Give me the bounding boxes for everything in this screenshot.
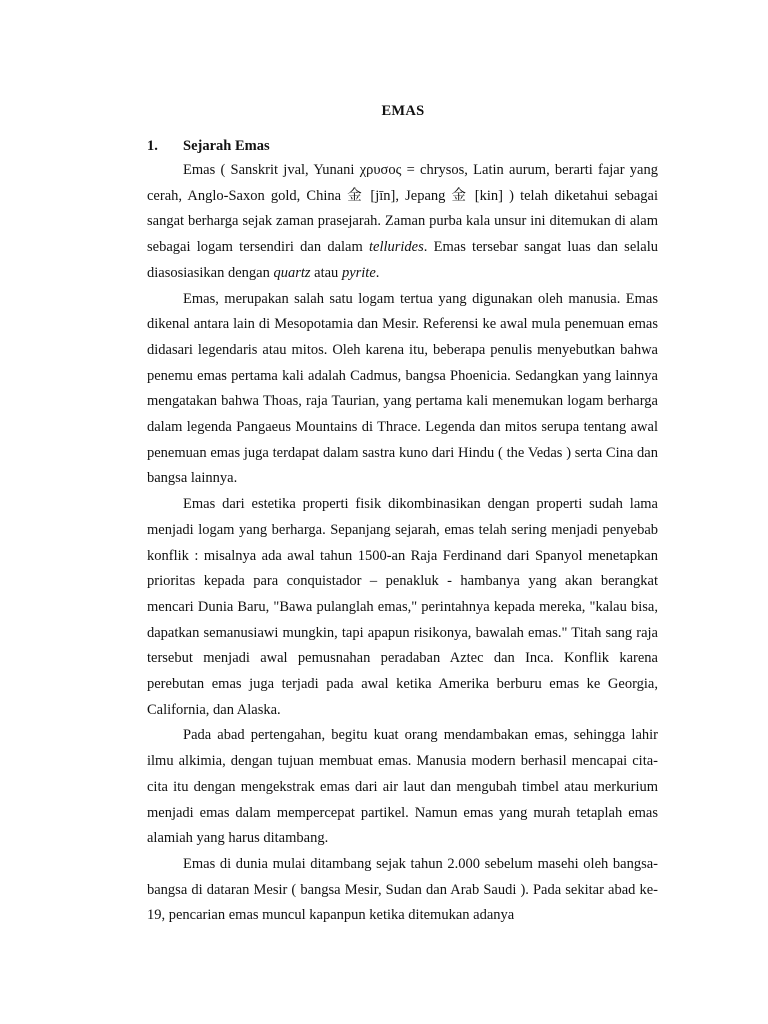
paragraph <box>147 287 658 493</box>
paragraph <box>147 492 658 723</box>
paragraph <box>147 852 658 929</box>
paragraph <box>147 723 658 852</box>
text-run: Emas di dunia mulai ditambang sejak tahun 2.000 sebelum masehi oleh bangsa-bangsa di dataran Mesir ( bangsa Mesir, Sudan dan Arab Saudi ). Pada sekitar abad ke-19, pencarian emas muncul kapanpun ketika ditemukan adanya <box>147 855 658 924</box>
text-run: . Emas tersebar sangat luas dan selalu diasosiasikan dengan <box>147 239 659 281</box>
text-run: Emas ( Sanskrit jval, Yunani χρυσος = chrysos, Latin aurum, berarti fajar yang cerah, Anglo-Saxon gold, China 金 [jīn], Jepang 金 [kin] ) telah diketahui sebagai sangat berharga sejak zaman prasejarah. Zaman purba kala unsur ini ditemukan di alam sebagai logam tersendiri dan dalam <box>147 162 658 256</box>
page-title: EMAS <box>381 103 425 119</box>
text-run: Emas, merupakan salah satu logam tertua yang digunakan oleh manusia. Emas dikenal antara lain di Mesopotamia dan Mesir. Referensi ke awal mula penemuan emas didasari legendaris atau mitos. Oleh karena itu, beberapa penulis menyebutkan bahwa penemu emas pertama kali adalah Cadmus, bangsa Phoenicia. Sedangkan yang lainnya mengatakan bahwa Thoas, raja Taurian, yang pertama kali menemukan logam berharga dalam legenda Pangaeus Mountains di Thrace. Legenda dan mitos serupa tentang awal penemuan emas juga terdapat dalam sastra kuno dari Hindu ( the Vedas ) serta Cina dan bangsa lainnya. <box>147 290 658 487</box>
italic-term: tellurides <box>368 239 424 256</box>
text-run: Emas dari estetika properti fisik dikombinasikan dengan properti sudah lama menjadi logam yang berharga. Sepanjang sejarah, emas telah sering menjadi penyebab konflik : misalnya ada awal tahun 1500-an Raja Ferdinand dari Spanyol menetapkan prioritas kepada para conquistador – penakluk - hambanya yang akan berangkat mencari Dunia Baru, "Bawa pulanglah emas," perintahnya kepada mereka, "kalau bisa, dapatkan semanusiawi mungkin, tapi apapun risikonya, bawalah emas." Titah sang raja tersebut menjadi awal pemusnahan peradaban Aztec dan Inca. Konflik karena perebutan emas juga terjadi pada awal ketika Amerika berburu emas ke Georgia, California, dan Alaska. <box>147 496 658 718</box>
italic-term: quartz <box>273 264 311 281</box>
italic-term: pyrite <box>341 264 376 281</box>
text-run: atau <box>310 264 342 281</box>
section-number: 1. <box>147 138 158 154</box>
text-run: Pada abad pertengahan, begitu kuat orang mendambakan emas, sehingga lahir ilmu alkimia, dengan tujuan membuat emas. Manusia modern berhasil mencapai cita-cita itu dengan mengekstrak emas dari air laut dan mengubah timbel atau merkurium menjadi emas dalam mempercepat partikel. Namun emas yang murah tetaplah emas alamiah yang harus ditambang. <box>147 727 658 847</box>
text-run: . <box>375 264 380 281</box>
paragraph <box>147 158 658 287</box>
section-heading <box>147 138 270 155</box>
section-title: Sejarah Emas <box>183 138 270 154</box>
body-text <box>147 158 658 929</box>
